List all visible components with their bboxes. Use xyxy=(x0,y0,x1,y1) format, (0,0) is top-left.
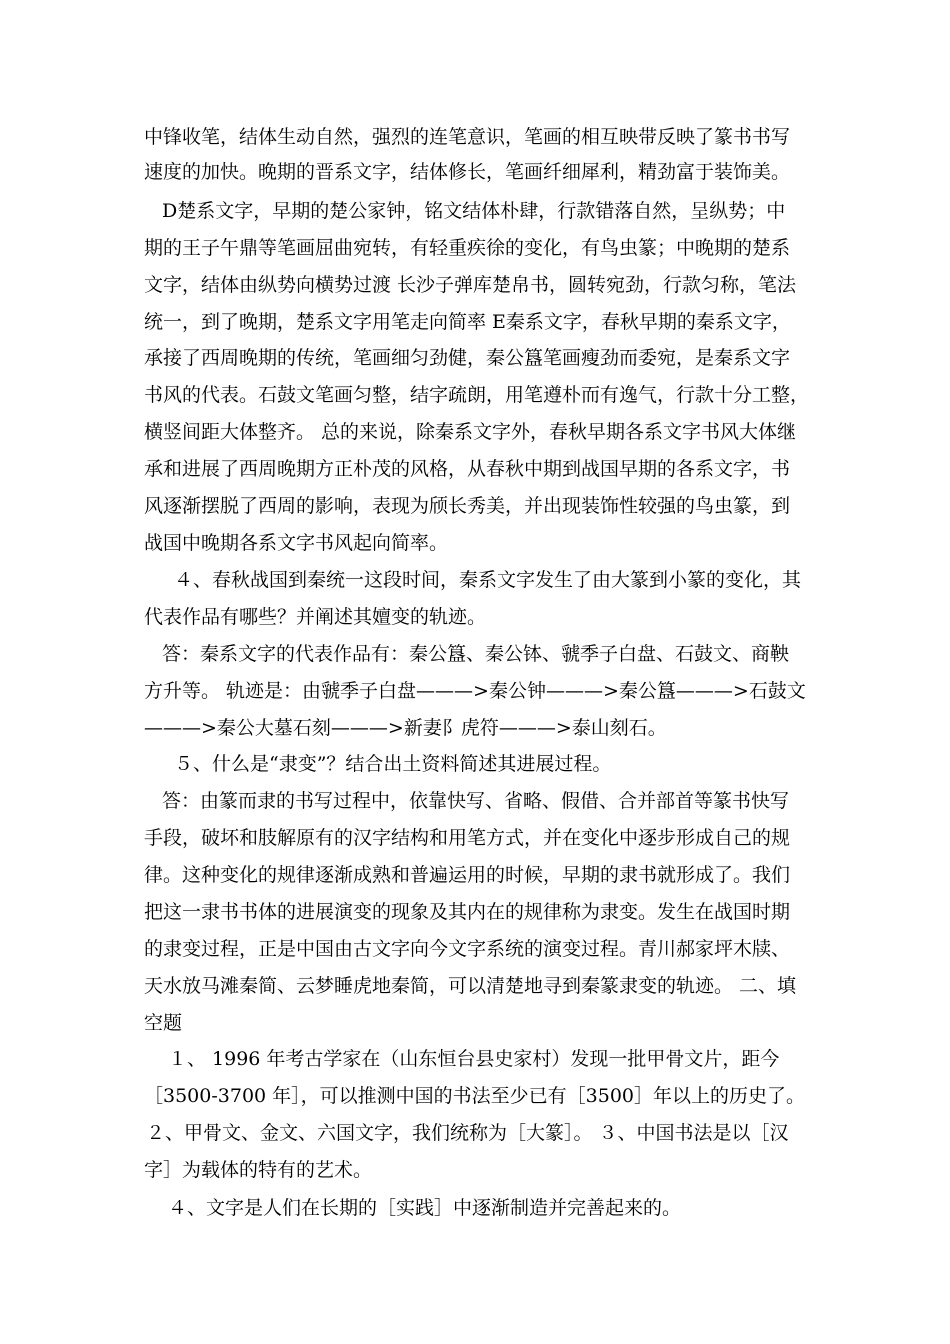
fill-blank-line: ４、文字是人们在长期的［实践］中逐渐制造并完善起来的。 xyxy=(168,1197,682,1219)
question-line: ５、什么是“隶变”？结合出土资料简述其进展过程。 xyxy=(174,753,612,775)
paragraph-line: D楚系文字，早期的楚公家钟，铭文结体朴肆，行款错落自然，呈纵势；中 xyxy=(162,200,786,222)
fill-blank-line: ［3500-3700 年］，可以推测中国的书法至少已有［3500］年以上的历史了。 xyxy=(144,1085,806,1107)
paragraph-line: 战国中晚期各系文字书风起向简率。 xyxy=(144,532,449,554)
answer-line: 手段，破坏和肢解原有的汉字结构和用笔方式，并在变化中逐步形成自己的规 xyxy=(144,827,791,849)
paragraph-line: 书风的代表。石鼓文笔画匀整，结字疏朗，用笔遵朴而有逸气，行款十分工整， xyxy=(144,384,810,406)
paragraph-line: 期的王子午鼎等笔画屈曲宛转，有轻重疾徐的变化，有鸟虫篆；中晚期的楚系 xyxy=(144,237,791,259)
paragraph-line: 统一，到了晚期，楚系文字用笔走向简率 E秦系文字，春秋早期的秦系文字， xyxy=(144,311,791,333)
answer-line: 把这一隶书书体的进展演变的现象及其内在的规律称为隶变。发生在战国时期 xyxy=(144,901,791,923)
answer-line: 答：由篆而隶的书写过程中，依靠快写、省略、假借、合并部首等篆书快写 xyxy=(162,790,790,812)
paragraph-line: 速度的加快。晚期的晋系文字，结体修长，笔画纤细犀利，精劲富于装饰美。 xyxy=(144,161,791,183)
answer-line: 律。这种变化的规律逐渐成熟和普遍运用的时候，早期的隶书就形成了。我们 xyxy=(144,864,791,886)
paragraph-line: 承和进展了西周晚期方正朴茂的风格，从春秋中期到战国早期的各系文字，书 xyxy=(144,458,791,480)
answer-line: ———>秦公大墓石刻———>新妻阝虎符———>泰山刻石。 xyxy=(144,717,667,739)
paragraph-line: 文字，结体由纵势向横势过渡 长沙子弹库楚帛书，圆转宛劲，行款匀称，笔法 xyxy=(144,274,797,296)
answer-line: 方升等。 轨迹是：由虢季子白盘———>秦公钟———>秦公簋———>石鼓文 xyxy=(144,680,806,702)
paragraph-line: 横竖间距大体整齐。 总的来说，除秦系文字外，春秋早期各系文字书风大体继 xyxy=(144,421,797,443)
paragraph-line: 中锋收笔，结体生动自然，强烈的连笔意识，笔画的相互映带反映了篆书书写 xyxy=(144,126,791,148)
paragraph-line: 承接了西周晚期的传统，笔画细匀劲健，秦公簋笔画瘦劲而委宛，是秦系文字 xyxy=(144,347,791,369)
fill-blank-line: 字］为载体的特有的艺术。 xyxy=(144,1159,373,1181)
paragraph-line: 风逐渐摆脱了西周的影响，表现为颀长秀美，并出现装饰性较强的鸟虫篆，到 xyxy=(144,495,791,517)
section-heading: 空题 xyxy=(144,1012,183,1034)
answer-line: 答：秦系文字的代表作品有：秦公簋、秦公钵、虢季子白盘、石鼓文、商鞅 xyxy=(162,643,790,665)
answer-line: 天水放马滩秦简、云梦睡虎地秦简，可以清楚地寻到秦篆隶变的轨迹。 二、填 xyxy=(144,975,797,997)
answer-line: 的隶变过程，正是中国由古文字向今文字系统的演变过程。青川郝家坪木牍、 xyxy=(144,938,791,960)
fill-blank-line: １、 1996 年考古学家在（山东恒台县史家村）发现一批甲骨文片，距今 xyxy=(168,1048,780,1070)
fill-blank-line: ２、甲骨文、金文、六国文字，我们统称为［大篆］。 ３、中国书法是以［汉 xyxy=(146,1122,789,1144)
question-line: ４、春秋战国到秦统一这段时间，秦系文字发生了由大篆到小篆的变化，其 xyxy=(174,569,802,591)
question-line: 代表作品有哪些？并阐述其嬗变的轨迹。 xyxy=(144,606,487,628)
